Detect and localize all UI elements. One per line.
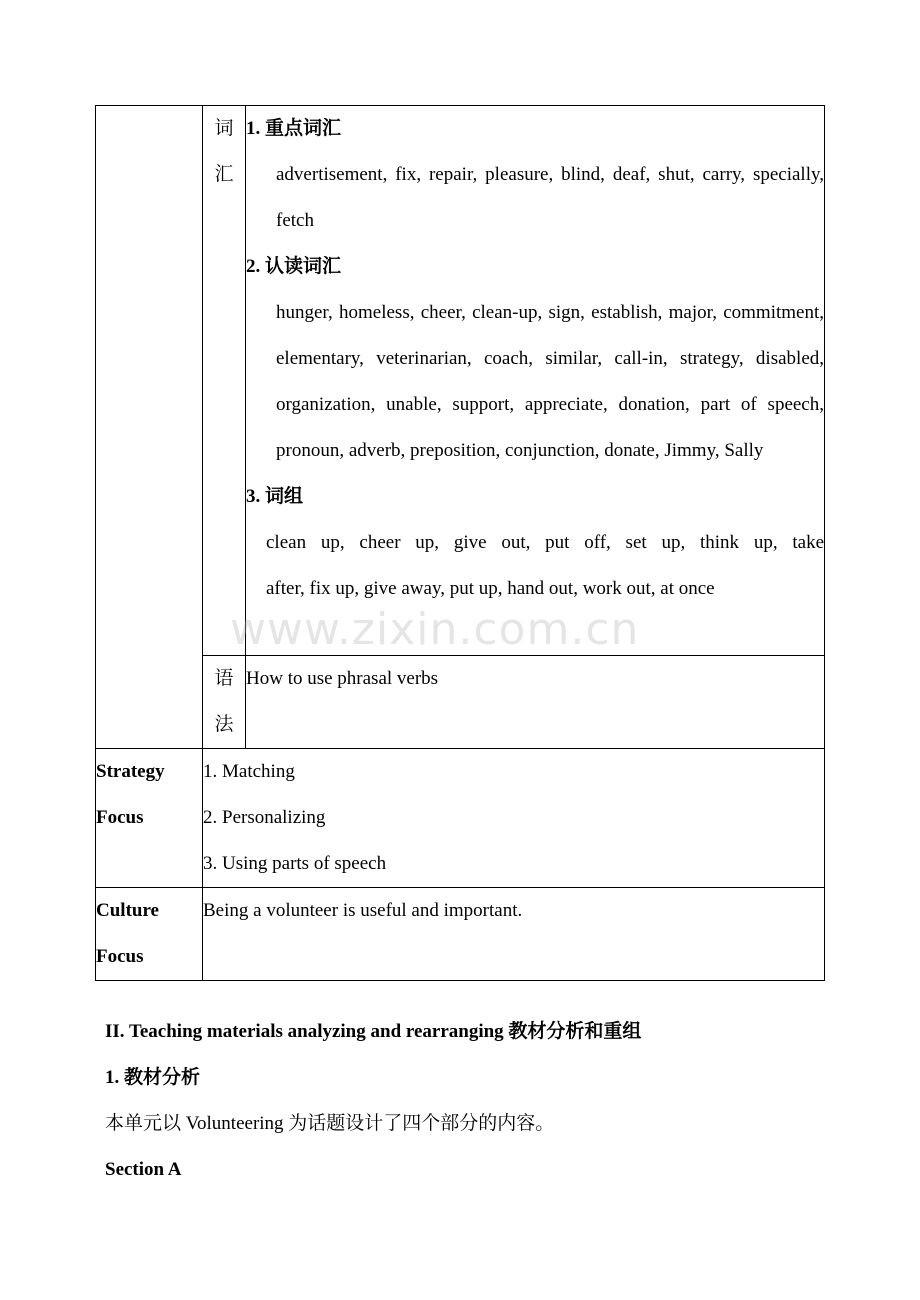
read-vocab-words: hunger, homeless, cheer, clean-up, sign, establish, major, commitment, elementary, veterinarian, coach, similar, call-in, strategy, disabled, organization, unable, support, appreciate, donation, part of speech, pronoun, adverb, preposition, conjunction, donate, Jimmy, Sally (276, 302, 824, 461)
vocab-content (246, 106, 825, 656)
strategy-row (96, 749, 825, 888)
grammar-row (96, 656, 825, 749)
phrase-heading: 3. 词组 (246, 486, 304, 507)
unit-intro-text: 本单元以 Volunteering 为话题设计了四个部分的内容。 (105, 1113, 555, 1134)
strategy-item-3: 3. Using parts of speech (203, 853, 387, 874)
strategy-label-2: Focus (96, 807, 144, 828)
grammar-label (203, 656, 246, 749)
section-a-heading: Section A (105, 1159, 182, 1180)
strategy-label (96, 749, 203, 888)
watermark: www.zixin.com.cn (230, 604, 640, 655)
grammar-label-1: 语 (214, 668, 234, 689)
lesson-plan-table (95, 105, 825, 981)
strategy-item-2: 2. Personalizing (203, 807, 326, 828)
material-analysis-heading: 1. 教材分析 (105, 1067, 201, 1088)
vocab-row (96, 106, 825, 656)
vocab-label (203, 106, 246, 656)
culture-content: Being a volunteer is useful and important. (203, 888, 825, 981)
grammar-content: How to use phrasal verbs (246, 656, 825, 749)
strategy-label-1: Strategy (96, 761, 165, 782)
strategy-item-1: 1. Matching (203, 761, 295, 782)
vocab-label-2: 汇 (214, 164, 234, 185)
key-vocab-heading: 1. 重点词汇 (246, 118, 342, 139)
culture-label (96, 888, 203, 981)
strategy-content (203, 749, 825, 888)
empty-category-cell (96, 106, 203, 749)
vocab-label-1: 词 (214, 118, 234, 139)
grammar-label-2: 法 (214, 714, 234, 735)
culture-label-2: Focus (96, 946, 144, 967)
culture-label-1: Culture (96, 900, 159, 921)
phrase-line-1: clean up, cheer up, give out, put off, set up, think up, take (266, 532, 824, 553)
section-ii-heading: II. Teaching materials analyzing and rearranging 教材分析和重组 (105, 1021, 642, 1042)
key-vocab-words: advertisement, fix, repair, pleasure, blind, deaf, shut, carry, specially, fetch (276, 164, 824, 231)
culture-row (96, 888, 825, 981)
phrase-line-2: after, fix up, give away, put up, hand out, work out, at once (266, 578, 715, 599)
read-vocab-heading: 2. 认读词汇 (246, 256, 342, 277)
